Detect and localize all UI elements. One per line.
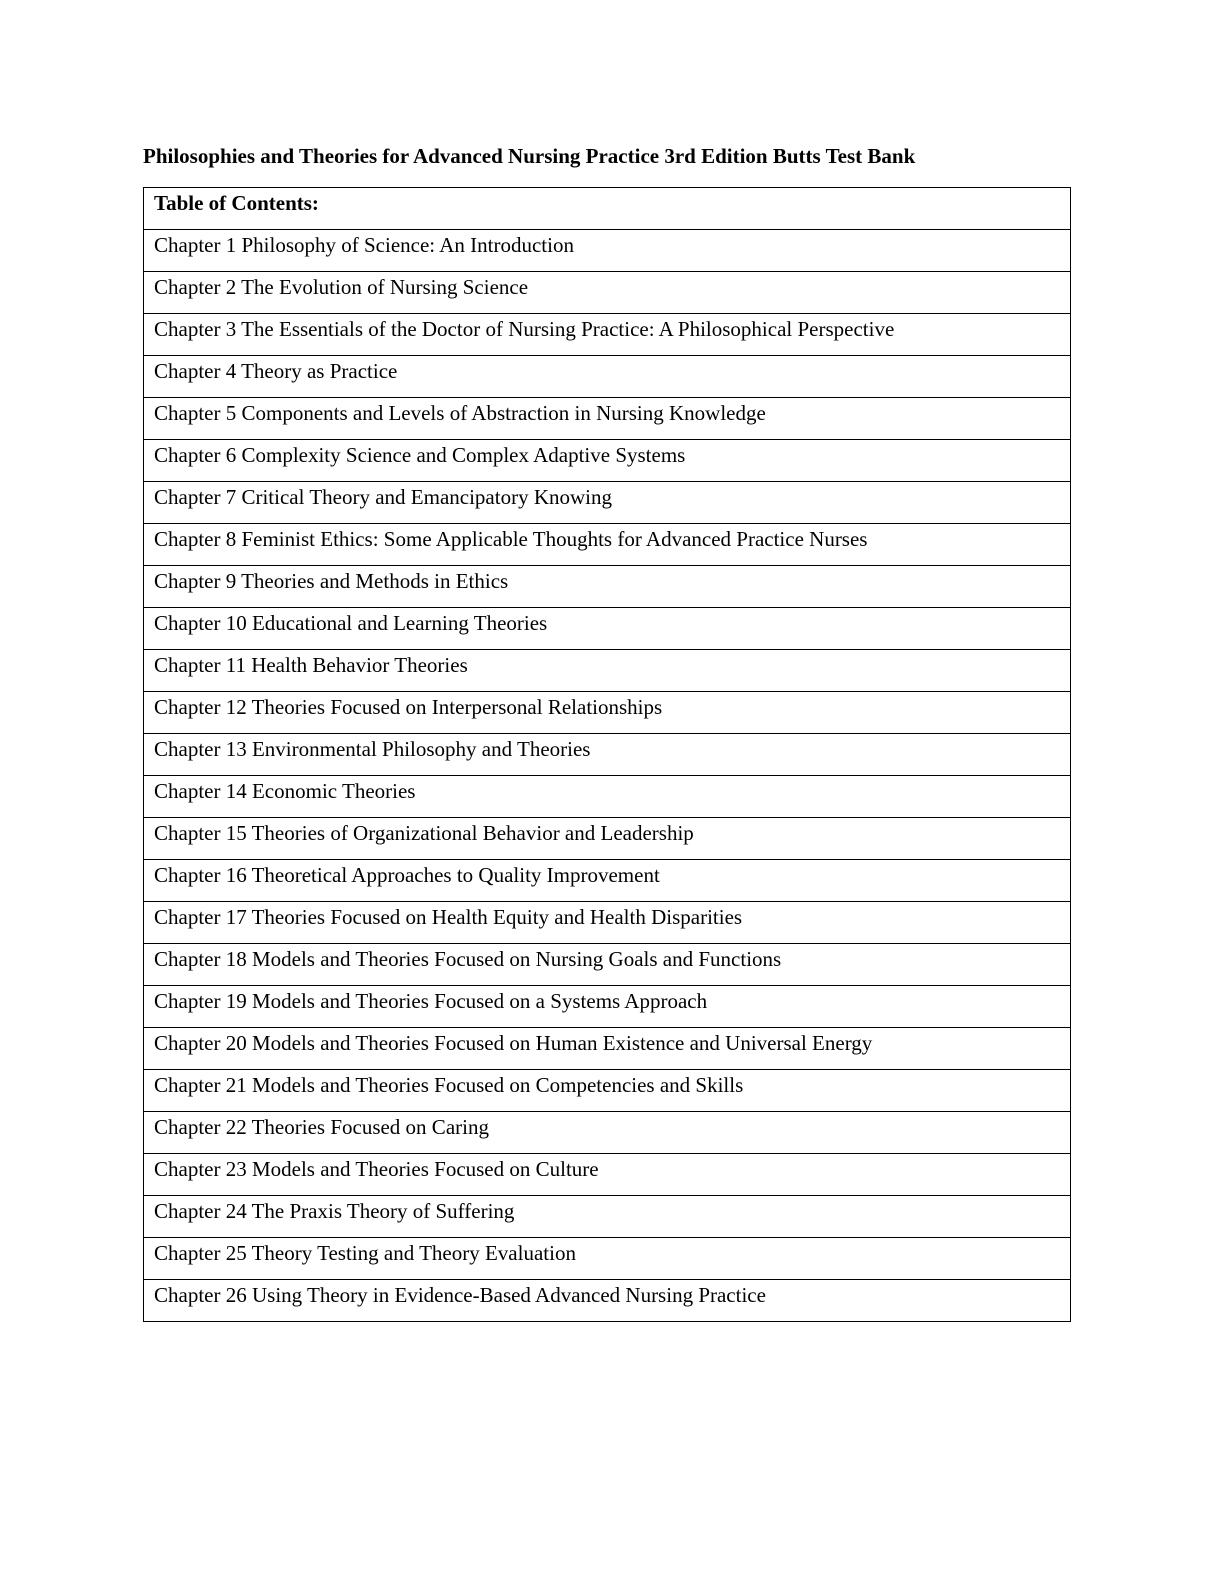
toc-row: [144, 944, 1071, 986]
toc-chapter-8: Chapter 8 Feminist Ethics: Some Applicable Thoughts for Advanced Practice Nurses: [144, 524, 1071, 566]
toc-row: [144, 398, 1071, 440]
toc-chapter-2: Chapter 2 The Evolution of Nursing Science: [144, 272, 1071, 314]
toc-row: [144, 650, 1071, 692]
toc-chapter-16: Chapter 16 Theoretical Approaches to Quality Improvement: [144, 860, 1071, 902]
toc-chapter-12: Chapter 12 Theories Focused on Interpersonal Relationships: [144, 692, 1071, 734]
toc-row: [144, 230, 1071, 272]
document-title: Philosophies and Theories for Advanced Nursing Practice 3rd Edition Butts Test Bank: [143, 144, 916, 168]
toc-header-row: [144, 188, 1071, 230]
toc-row: [144, 524, 1071, 566]
toc-chapter-24: Chapter 24 The Praxis Theory of Suffering: [144, 1196, 1071, 1238]
toc-chapter-6: Chapter 6 Complexity Science and Complex Adaptive Systems: [144, 440, 1071, 482]
toc-row: [144, 272, 1071, 314]
toc-row: [144, 356, 1071, 398]
toc-chapter-14: Chapter 14 Economic Theories: [144, 776, 1071, 818]
toc-row: [144, 1112, 1071, 1154]
toc-row: [144, 986, 1071, 1028]
toc-row: [144, 1238, 1071, 1280]
toc-row: [144, 1196, 1071, 1238]
toc-row: [144, 734, 1071, 776]
toc-chapter-7: Chapter 7 Critical Theory and Emancipatory Knowing: [144, 482, 1071, 524]
toc-row: [144, 482, 1071, 524]
toc-row: [144, 818, 1071, 860]
toc-chapter-10: Chapter 10 Educational and Learning Theories: [144, 608, 1071, 650]
toc-row: [144, 440, 1071, 482]
toc-chapter-4: Chapter 4 Theory as Practice: [144, 356, 1071, 398]
toc-chapter-25: Chapter 25 Theory Testing and Theory Evaluation: [144, 1238, 1071, 1280]
toc-row: [144, 1028, 1071, 1070]
toc-chapter-18: Chapter 18 Models and Theories Focused on Nursing Goals and Functions: [144, 944, 1071, 986]
toc-row: [144, 1154, 1071, 1196]
toc-chapter-9: Chapter 9 Theories and Methods in Ethics: [144, 566, 1071, 608]
toc-chapter-20: Chapter 20 Models and Theories Focused on Human Existence and Universal Energy: [144, 1028, 1071, 1070]
toc-chapter-3: Chapter 3 The Essentials of the Doctor of Nursing Practice: A Philosophical Perspective: [144, 314, 1071, 356]
toc-chapter-19: Chapter 19 Models and Theories Focused on a Systems Approach: [144, 986, 1071, 1028]
toc-chapter-1: Chapter 1 Philosophy of Science: An Introduction: [144, 230, 1071, 272]
toc-chapter-15: Chapter 15 Theories of Organizational Behavior and Leadership: [144, 818, 1071, 860]
toc-row: [144, 692, 1071, 734]
toc-row: [144, 1280, 1071, 1322]
toc-row: [144, 566, 1071, 608]
table-of-contents: [143, 187, 1071, 1322]
toc-chapter-11: Chapter 11 Health Behavior Theories: [144, 650, 1071, 692]
toc-chapter-21: Chapter 21 Models and Theories Focused on Competencies and Skills: [144, 1070, 1071, 1112]
toc-row: [144, 776, 1071, 818]
toc-row: [144, 860, 1071, 902]
toc-row: [144, 608, 1071, 650]
toc-row: [144, 902, 1071, 944]
toc-header: Table of Contents:: [144, 188, 1071, 230]
toc-chapter-13: Chapter 13 Environmental Philosophy and Theories: [144, 734, 1071, 776]
toc-chapter-23: Chapter 23 Models and Theories Focused on Culture: [144, 1154, 1071, 1196]
toc-chapter-26: Chapter 26 Using Theory in Evidence-Based Advanced Nursing Practice: [144, 1280, 1071, 1322]
toc-row: [144, 314, 1071, 356]
toc-chapter-5: Chapter 5 Components and Levels of Abstraction in Nursing Knowledge: [144, 398, 1071, 440]
toc-chapter-17: Chapter 17 Theories Focused on Health Equity and Health Disparities: [144, 902, 1071, 944]
toc-chapter-22: Chapter 22 Theories Focused on Caring: [144, 1112, 1071, 1154]
toc-row: [144, 1070, 1071, 1112]
